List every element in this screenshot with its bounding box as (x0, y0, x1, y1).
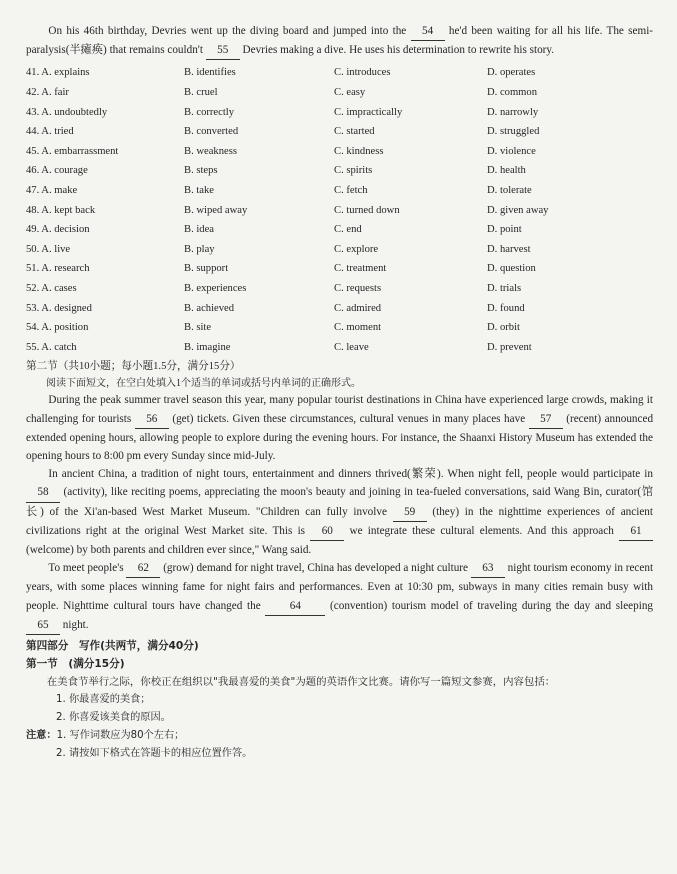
option-44-D: D. struggled (487, 126, 540, 138)
passage-text: On his 46th birthday, Devries went up the diving board and jumped into the (48, 25, 407, 37)
option-43-D: D. narrowly (487, 106, 539, 118)
part4-subheading: 第一节 (满分15分) (26, 657, 125, 670)
option-55-C: C. leave (334, 341, 369, 353)
option-50-A: 50. A. live (26, 243, 71, 255)
requirement-item: 1. 你最喜爱的美食； (56, 694, 151, 706)
option-43-B: B. correctly (184, 106, 235, 118)
option-53-C: C. admired (334, 302, 382, 314)
option-52-B: B. experiences (184, 282, 247, 294)
option-52-D: D. trials (487, 282, 522, 294)
passage-text: night tourism economy in recent years, with some places winning fame for night fairs and performances. Even at 10:30 pm, subways in many cities remain busy with people. Nighttime cultural tours have changed the (26, 562, 654, 612)
option-50-D: D. harvest (487, 243, 531, 255)
option-48-A: 48. A. kept back (26, 204, 96, 216)
option-51-D: D. question (487, 263, 536, 275)
option-47-B: B. take (184, 184, 215, 196)
option-55-A: 55. A. catch (26, 341, 77, 353)
option-53-A: 53. A. designed (26, 302, 92, 314)
grammar-paragraph-3 (26, 559, 653, 635)
option-48-C: C. turned down (334, 204, 400, 216)
passage-text: (convention) tourism model of traveling during the day and sleeping (330, 599, 654, 612)
passage-text: (welcome) by both parents and children ever since," Wang said. (26, 543, 312, 556)
note-item: 2. 请按如下格式在答题卡的相应位置作答。 (56, 748, 253, 760)
option-43-A: 43. A. undoubtedly (26, 106, 108, 118)
option-47-A: 47. A. make (26, 184, 78, 196)
passage-text: (activity), like reciting poems, appreciating the moon's beauty and joining in tea-fueled conversations, said Wang Bin, curator(馆长) of the Xi'an-based West Market Museum. "Children can fully involve (26, 486, 654, 518)
passage-text: (grow) demand for night travel, China has developed a night culture (163, 562, 469, 575)
option-43-C: C. impractically (334, 106, 403, 118)
option-50-B: B. play (184, 243, 215, 255)
option-51-B: B. support (184, 263, 229, 275)
option-52-A: 52. A. cases (26, 282, 77, 294)
option-46-C: C. spirits (334, 165, 373, 177)
option-53-B: B. achieved (184, 302, 235, 314)
notes-label: 注意： (26, 730, 57, 742)
option-54-B: B. site (184, 322, 212, 334)
option-49-C: C. end (334, 224, 362, 236)
passage-text: he'd been waiting for all (448, 25, 564, 37)
blank-64: 64 (265, 597, 325, 616)
option-45-D: D. violence (487, 145, 536, 157)
option-41-A: 41. A. explains (26, 67, 90, 79)
passage-text: (get) tickets. Given these circumstances, cultural venues in many places have (172, 412, 526, 425)
writing-notes (26, 727, 653, 763)
option-54-C: C. moment (334, 322, 382, 334)
passage-text: To meet people's (48, 562, 124, 575)
blank-62: 62 (126, 559, 160, 578)
option-44-B: B. converted (184, 126, 239, 138)
option-41-D: D. operates (487, 67, 536, 79)
passage-text: In ancient China, a tradition of night tours, entertainment and dinners thrived(繁荣). When night fell, people would participate in (48, 468, 653, 481)
section2-heading: 第二节（共10小题；每小题1.5分，满分15分） (26, 361, 241, 373)
option-55-B: B. imagine (184, 341, 231, 353)
option-54-A: 54. A. position (26, 322, 89, 334)
passage-text: During the peak summer travel season this year, many popular tourist destinations in China have experienced large crowds, making it challenging for tourists (26, 394, 653, 425)
passage-text: (recent) announced extended opening hours, allowing people to explore during the evening hours. For instance, the Shaanxi History Museum has extended the opening hours to 8:00 pm every Sunday since mid-July. (26, 412, 654, 462)
blank-65: 65 (26, 616, 60, 635)
passage-text: to rewrite his story. (467, 44, 555, 57)
writing-requirements (26, 691, 653, 727)
option-46-B: B. steps (184, 165, 218, 177)
passage-text: (they) in the nighttime experiences of ancient civilizations right at the original West Market site. This is (26, 505, 654, 537)
blank-61: 61 (619, 522, 653, 541)
passage-text: Devries making a dive. He uses his determination (242, 44, 465, 57)
option-52-C: C. requests (334, 282, 382, 294)
option-44-A: 44. A. tried (26, 126, 74, 138)
section2-instruction: 阅读下面短文，在空白处填入1个适当的单词或括号内单词的正确形式。 (46, 378, 361, 390)
option-44-C: C. started (334, 126, 375, 138)
blank-63: 63 (471, 559, 505, 578)
option-42-A: 42. A. fair (26, 87, 69, 98)
cloze-options-grid (26, 63, 653, 357)
grammar-paragraph-2 (26, 465, 653, 559)
option-55-D: D. prevent (487, 341, 532, 353)
option-54-D: D. orbit (487, 322, 520, 334)
blank-57: 57 (529, 410, 563, 429)
option-42-D: D. common (487, 87, 538, 98)
blank-56: 56 (135, 410, 169, 429)
writing-task: 在美食节举行之际，你校正在组织以"我最喜爱的美食"为题的英语作文比赛。请你写一篇短文参赛，内容包括： (46, 675, 556, 688)
option-50-C: C. explore (334, 243, 379, 255)
option-45-C: C. kindness (334, 145, 384, 157)
note-item: 1. 写作词数应为80个左右； (56, 730, 185, 742)
grammar-paragraph-1 (26, 391, 653, 465)
blank-58: 58 (26, 483, 60, 502)
requirement-item: 2. 你喜爱该美食的原因。 (56, 712, 171, 724)
passage-text: night. (62, 618, 89, 631)
blank-54: 54 (411, 22, 445, 41)
blank-59: 59 (393, 503, 427, 522)
passage-text: we integrate these cultural elements. And this approach (349, 524, 614, 537)
option-51-A: 51. A. research (26, 263, 90, 275)
passage-text: his life. The semi-paralysis(半瘫痪) that remains couldn't (26, 25, 654, 57)
option-49-B: B. idea (184, 224, 215, 236)
blank-60: 60 (310, 522, 344, 541)
option-47-C: C. fetch (334, 184, 368, 196)
option-49-D: D. point (487, 224, 522, 236)
option-45-A: 45. A. embarrassment (26, 145, 119, 157)
option-42-C: C. easy (334, 87, 366, 98)
cloze-passage-ending (26, 22, 653, 60)
option-42-B: B. cruel (184, 87, 218, 98)
option-41-C: C. introduces (334, 67, 391, 79)
option-41-B: B. identifies (184, 67, 236, 79)
option-46-A: 46. A. courage (26, 165, 88, 177)
option-46-D: D. health (487, 165, 526, 177)
option-47-D: D. tolerate (487, 184, 532, 196)
part4-heading: 第四部分 写作(共两节，满分40分) (26, 639, 199, 652)
option-49-A: 49. A. decision (26, 224, 90, 236)
blank-55: 55 (206, 41, 240, 60)
option-48-D: D. given away (487, 204, 549, 216)
option-48-B: B. wiped away (184, 204, 248, 216)
option-51-C: C. treatment (334, 263, 387, 275)
option-45-B: B. weakness (184, 145, 237, 157)
option-53-D: D. found (487, 302, 525, 314)
